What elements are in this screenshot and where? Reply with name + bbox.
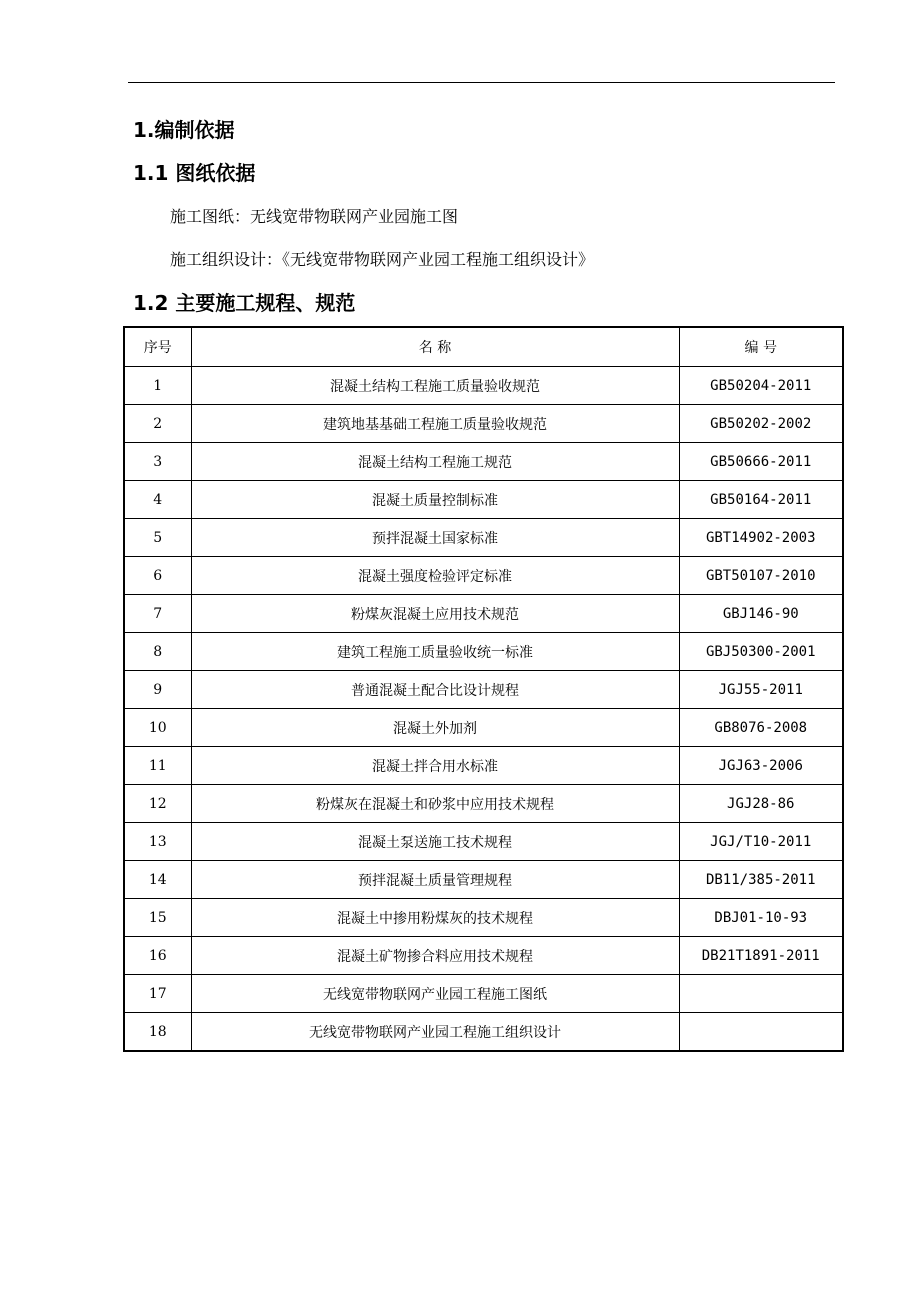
table-row — [124, 785, 843, 823]
cell-no: 11 — [124, 747, 191, 785]
cell-code: DB11/385-2011 — [679, 861, 843, 899]
table-row — [124, 671, 843, 709]
section-heading-1: 1.编制依据 — [133, 118, 235, 142]
cell-name: 混凝土强度检验评定标准 — [191, 557, 679, 595]
cell-name: 混凝土质量控制标准 — [191, 481, 679, 519]
table-row — [124, 975, 843, 1013]
cell-code: GB50204-2011 — [679, 367, 843, 405]
cell-name: 普通混凝土配合比设计规程 — [191, 671, 679, 709]
cell-no: 17 — [124, 975, 191, 1013]
cell-no: 2 — [124, 405, 191, 443]
design-basis-text: 施工组织设计：《无线宽带物联网产业园工程施工组织设计》 — [170, 250, 595, 269]
cell-no: 13 — [124, 823, 191, 861]
cell-name: 混凝土外加剂 — [191, 709, 679, 747]
cell-no: 1 — [124, 367, 191, 405]
cell-no: 8 — [124, 633, 191, 671]
table-row — [124, 519, 843, 557]
cell-code: JGJ63-2006 — [679, 747, 843, 785]
cell-name: 混凝土结构工程施工规范 — [191, 443, 679, 481]
table-row — [124, 823, 843, 861]
table-header-row — [124, 327, 843, 367]
table-row — [124, 1013, 843, 1052]
cell-no: 15 — [124, 899, 191, 937]
table-row — [124, 899, 843, 937]
cell-name: 建筑地基基础工程施工质量验收规范 — [191, 405, 679, 443]
cell-no: 6 — [124, 557, 191, 595]
cell-code: GB8076-2008 — [679, 709, 843, 747]
table-row — [124, 481, 843, 519]
cell-code: DBJ01-10-93 — [679, 899, 843, 937]
cell-no: 12 — [124, 785, 191, 823]
section-heading-1-1: 1.1 图纸依据 — [133, 161, 256, 185]
table-row — [124, 861, 843, 899]
table-row — [124, 367, 843, 405]
cell-no: 18 — [124, 1013, 191, 1052]
cell-name: 混凝土拌合用水标准 — [191, 747, 679, 785]
table-body — [124, 367, 843, 1052]
header-rule — [128, 82, 835, 83]
cell-name: 无线宽带物联网产业园工程施工组织设计 — [191, 1013, 679, 1052]
cell-name: 粉煤灰混凝土应用技术规范 — [191, 595, 679, 633]
cell-name: 混凝土泵送施工技术规程 — [191, 823, 679, 861]
cell-no: 5 — [124, 519, 191, 557]
cell-name: 混凝土结构工程施工质量验收规范 — [191, 367, 679, 405]
header-name: 名 称 — [191, 327, 679, 367]
cell-no: 7 — [124, 595, 191, 633]
table-row — [124, 443, 843, 481]
table-row — [124, 709, 843, 747]
table-row — [124, 557, 843, 595]
header-code: 编 号 — [679, 327, 843, 367]
cell-code: GB50164-2011 — [679, 481, 843, 519]
cell-code: DB21T1891-2011 — [679, 937, 843, 975]
drawings-basis-text: 施工图纸：无线宽带物联网产业园施工图 — [170, 207, 459, 226]
table-row — [124, 595, 843, 633]
section-heading-1-2: 1.2 主要施工规程、规范 — [133, 291, 356, 315]
cell-code: GBT50107-2010 — [679, 557, 843, 595]
cell-code: JGJ28-86 — [679, 785, 843, 823]
cell-name: 混凝土中掺用粉煤灰的技术规程 — [191, 899, 679, 937]
cell-name: 粉煤灰在混凝土和砂浆中应用技术规程 — [191, 785, 679, 823]
cell-name: 预拌混凝土国家标准 — [191, 519, 679, 557]
cell-no: 9 — [124, 671, 191, 709]
cell-name: 预拌混凝土质量管理规程 — [191, 861, 679, 899]
cell-code: GB50666-2011 — [679, 443, 843, 481]
table-row — [124, 405, 843, 443]
cell-code — [679, 975, 843, 1013]
header-no: 序号 — [124, 327, 191, 367]
cell-code — [679, 1013, 843, 1052]
table-row — [124, 747, 843, 785]
cell-code: JGJ55-2011 — [679, 671, 843, 709]
standards-table — [123, 326, 844, 1052]
cell-code: GBJ146-90 — [679, 595, 843, 633]
table-row — [124, 937, 843, 975]
cell-code: GBJ50300-2001 — [679, 633, 843, 671]
cell-no: 14 — [124, 861, 191, 899]
cell-no: 16 — [124, 937, 191, 975]
cell-name: 建筑工程施工质量验收统一标准 — [191, 633, 679, 671]
cell-no: 3 — [124, 443, 191, 481]
cell-no: 10 — [124, 709, 191, 747]
cell-code: JGJ/T10-2011 — [679, 823, 843, 861]
cell-code: GB50202-2002 — [679, 405, 843, 443]
cell-code: GBT14902-2003 — [679, 519, 843, 557]
table-row — [124, 633, 843, 671]
cell-name: 混凝土矿物掺合料应用技术规程 — [191, 937, 679, 975]
cell-no: 4 — [124, 481, 191, 519]
cell-name: 无线宽带物联网产业园工程施工图纸 — [191, 975, 679, 1013]
